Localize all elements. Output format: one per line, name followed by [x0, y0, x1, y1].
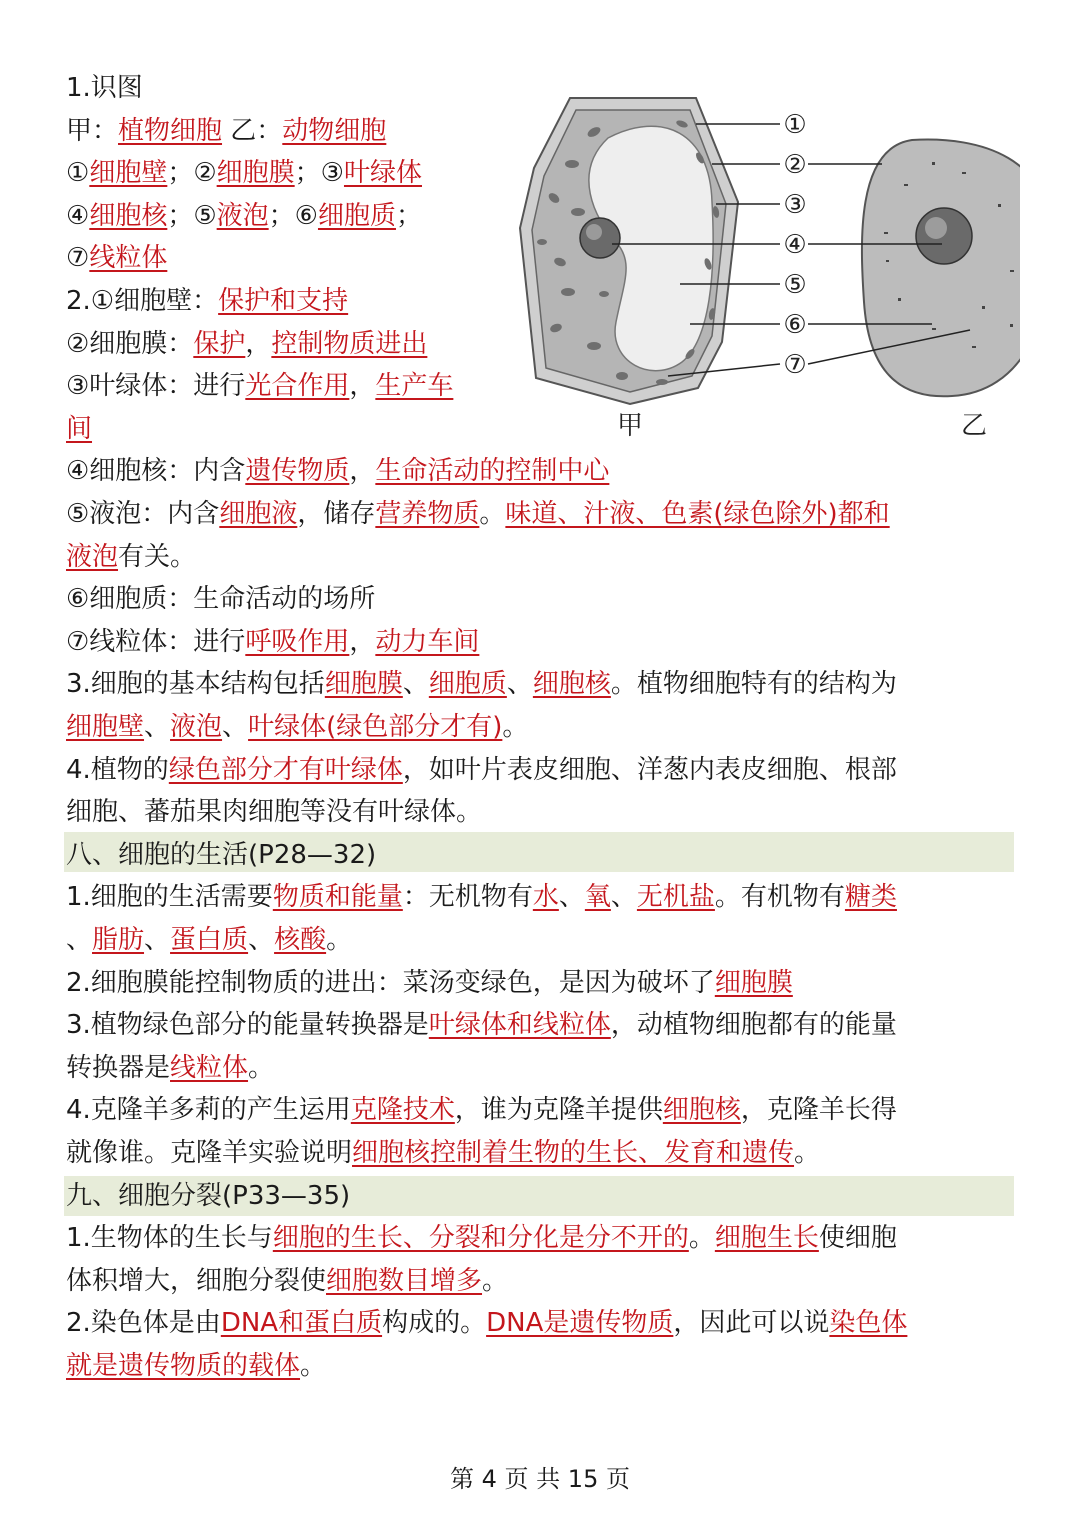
text-line [66, 368, 453, 408]
answer-text: 间 [66, 414, 93, 444]
answer-text: 生命活动的控制中心 [375, 456, 610, 486]
answer-text: 细胞核 [662, 1095, 741, 1125]
label-1: ① [783, 110, 807, 140]
answer-text: 核酸 [274, 925, 327, 955]
answer-text: 植物细胞 [118, 116, 223, 146]
text-segment: 使细胞 [818, 1223, 897, 1253]
text-segment: ， [349, 627, 376, 657]
answer-text: 叶绿体和线粒体 [428, 1010, 611, 1040]
text-segment: 、 [144, 925, 171, 955]
answer-text: 细胞膜 [714, 968, 793, 998]
text-line [66, 453, 609, 493]
text-segment: 。植物细胞特有的结构为 [610, 669, 897, 699]
text-segment: ，动植物细胞都有的能量 [610, 1010, 897, 1040]
answer-text: 细胞液 [219, 499, 298, 529]
text-line [66, 1050, 274, 1090]
answer-text: 细胞数目增多 [326, 1266, 483, 1296]
text-line [66, 539, 196, 579]
text-line [66, 411, 92, 451]
nucleus-highlight [586, 224, 602, 240]
answer-text: 叶绿体 [343, 158, 422, 188]
text-line [66, 879, 897, 919]
text-line [66, 922, 352, 962]
text-segment: ：无机物有 [402, 882, 533, 912]
answer-text: DNA是遗传物质 [486, 1308, 674, 1338]
answer-text: 细胞的生长、分裂和分化是分不开的 [272, 1223, 689, 1253]
label-5: ⑤ [783, 270, 807, 300]
text-segment: 体积增大，细胞分裂使 [66, 1266, 327, 1296]
label-6: ⑥ [783, 310, 807, 340]
text-segment: 。 [479, 499, 506, 529]
answer-text: 水 [532, 882, 559, 912]
text-line [66, 624, 479, 664]
text-line [66, 666, 897, 706]
answer-text: 氧 [584, 882, 611, 912]
text-line [66, 283, 348, 323]
answer-text: 生产车 [375, 371, 454, 401]
answer-text: 细胞质 [317, 201, 396, 231]
text-segment: 4.克隆羊多莉的产生运用 [66, 1095, 351, 1125]
answer-text: 控制物质进出 [271, 329, 428, 359]
text-line [66, 581, 375, 621]
text-segment: ； [395, 201, 422, 231]
text-segment: 构成的。 [382, 1308, 487, 1338]
answer-text: 细胞核 [532, 669, 611, 699]
cell-diagram [512, 92, 1020, 444]
answer-text: 就是遗传物质的载体 [66, 1351, 301, 1381]
answer-text: 绿色部分才有叶绿体 [168, 755, 403, 785]
text-segment: 转换器是 [66, 1053, 171, 1083]
text-line [66, 794, 482, 834]
text-line [66, 1348, 326, 1388]
text-segment: ④细胞核：内含 [66, 456, 246, 486]
answer-text: 细胞生长 [714, 1223, 819, 1253]
answer-text: 细胞壁 [66, 712, 145, 742]
answer-text: 细胞膜 [324, 669, 403, 699]
answer-text: 叶绿体(绿色部分才有) [248, 712, 503, 742]
text-line [66, 1263, 508, 1303]
text-segment: 。 [482, 1266, 509, 1296]
text-segment: 2.细胞膜能控制物质的进出：菜汤变绿色，是因为破坏了 [66, 968, 715, 998]
page-footer: 第 4 页 共 15 页 [450, 1465, 630, 1493]
text-segment: 细胞、蕃茄果肉细胞等没有叶绿体。 [66, 797, 483, 827]
plant-nucleus [580, 218, 620, 258]
text-segment: ，如叶片表皮细胞、洋葱内表皮细胞、根部 [402, 755, 897, 785]
text-segment: ；③ [294, 158, 344, 188]
text-line [66, 113, 386, 153]
text-segment: 、 [506, 669, 533, 699]
text-segment: ③叶绿体：进行 [66, 371, 246, 401]
text-segment: 2.染色体是由 [66, 1308, 221, 1338]
text-line [66, 965, 793, 1005]
answer-text: 保护 [193, 329, 246, 359]
text-segment: ， [245, 329, 272, 359]
text-segment: ，储存 [297, 499, 376, 529]
answer-text: 液泡 [66, 542, 119, 572]
answer-text: 细胞核控制着生物的生长、发育和遗传 [352, 1138, 795, 1168]
text-segment: 。 [248, 1053, 275, 1083]
text-line [66, 326, 427, 366]
answer-text: 无机盐 [636, 882, 715, 912]
label-2: ② [783, 150, 807, 180]
text-segment: ②细胞膜： [66, 329, 194, 359]
answer-text: 保护和支持 [218, 286, 349, 316]
label-4: ④ [783, 230, 807, 260]
text-segment: 。 [326, 925, 353, 955]
text-segment: 。 [688, 1223, 715, 1253]
text-line [66, 1092, 897, 1132]
text-line [66, 198, 422, 238]
text-segment: ⑦线粒体：进行 [66, 627, 246, 657]
text-segment: 1.细胞的生活需要 [66, 882, 273, 912]
text-segment: 、 [144, 712, 171, 742]
text-line [66, 752, 897, 792]
text-segment: 。有机物有 [714, 882, 845, 912]
text-segment: 甲： [66, 116, 119, 146]
text-segment: 八、细胞的生活(P28—32) [66, 840, 377, 870]
text-segment: 3.细胞的基本结构包括 [66, 669, 325, 699]
caption-animal: 乙 [960, 411, 988, 441]
answer-text: 线粒体 [170, 1053, 249, 1083]
text-segment: ；⑤ [167, 201, 217, 231]
text-line [66, 1305, 907, 1345]
answer-text: 液泡 [216, 201, 269, 231]
answer-text: 糖类 [844, 882, 897, 912]
text-line [66, 1220, 897, 1260]
text-line [66, 70, 143, 110]
answer-text: 液泡 [170, 712, 223, 742]
text-segment: ， [349, 456, 376, 486]
text-line [66, 496, 890, 536]
answer-text: 细胞核 [89, 201, 168, 231]
answer-text: 味道、汁液、色素(绿色除外)都和 [505, 499, 890, 529]
answer-text: 光合作用 [245, 371, 350, 401]
text-segment: 、 [402, 669, 429, 699]
text-segment: 4.植物的 [66, 755, 169, 785]
answer-text: 呼吸作用 [245, 627, 350, 657]
text-segment: ① [66, 158, 90, 188]
text-segment: ④ [66, 201, 90, 231]
text-line [66, 1135, 820, 1175]
text-segment: ， [349, 371, 376, 401]
text-segment: 。 [794, 1138, 821, 1168]
label-7: ⑦ [783, 350, 807, 380]
text-line [66, 1007, 897, 1047]
text-segment: 3.植物绿色部分的能量转换器是 [66, 1010, 429, 1040]
animal-cell [862, 140, 1020, 397]
text-segment: 1.生物体的生长与 [66, 1223, 273, 1253]
text-segment: ⑤液泡：内含 [66, 499, 220, 529]
caption-plant: 甲 [616, 411, 644, 441]
text-line [66, 837, 376, 877]
animal-nucleus-highlight [925, 217, 947, 239]
text-segment: 就像谁。克隆羊实验说明 [66, 1138, 353, 1168]
text-line [66, 709, 528, 749]
text-segment: ，克隆羊长得 [740, 1095, 897, 1125]
animal-nucleus [916, 208, 972, 264]
answer-text: 营养物质 [375, 499, 480, 529]
answer-text: 物质和能量 [272, 882, 403, 912]
text-segment: ，因此可以说 [673, 1308, 830, 1338]
text-line [66, 240, 167, 280]
text-segment: 、 [610, 882, 637, 912]
text-segment: 、 [66, 925, 93, 955]
text-segment: 、 [248, 925, 275, 955]
text-segment: ，谁为克隆羊提供 [454, 1095, 663, 1125]
text-segment: ⑥细胞质：生命活动的场所 [66, 584, 376, 614]
text-line [66, 155, 422, 195]
text-segment: 九、细胞分裂(P33—35) [66, 1181, 351, 1211]
answer-text: 脂肪 [92, 925, 145, 955]
structure-labels [783, 110, 806, 380]
text-segment: ⑦ [66, 243, 90, 273]
answer-text: 克隆技术 [350, 1095, 455, 1125]
answer-text: 线粒体 [89, 243, 168, 273]
text-segment: ；② [167, 158, 217, 188]
answer-text: 细胞壁 [89, 158, 168, 188]
answer-text: 细胞膜 [216, 158, 295, 188]
text-segment: ；⑥ [268, 201, 318, 231]
text-segment: 2.①细胞壁： [66, 286, 219, 316]
answer-text: 细胞质 [428, 669, 507, 699]
answer-text: 动物细胞 [282, 116, 387, 146]
answer-text: 染色体 [829, 1308, 908, 1338]
answer-text: 蛋白质 [170, 925, 249, 955]
answer-text: 遗传物质 [245, 456, 350, 486]
answer-text: DNA和蛋白质 [220, 1308, 383, 1338]
text-segment: 。 [300, 1351, 327, 1381]
text-segment: 、 [222, 712, 249, 742]
text-segment: 、 [558, 882, 585, 912]
text-segment: 乙： [222, 116, 283, 146]
answer-text: 动力车间 [375, 627, 480, 657]
text-segment: 有关。 [118, 542, 197, 572]
text-line [66, 1178, 350, 1218]
text-segment: 。 [502, 712, 529, 742]
label-3: ③ [783, 190, 807, 220]
text-segment: 1.识图 [66, 73, 143, 103]
